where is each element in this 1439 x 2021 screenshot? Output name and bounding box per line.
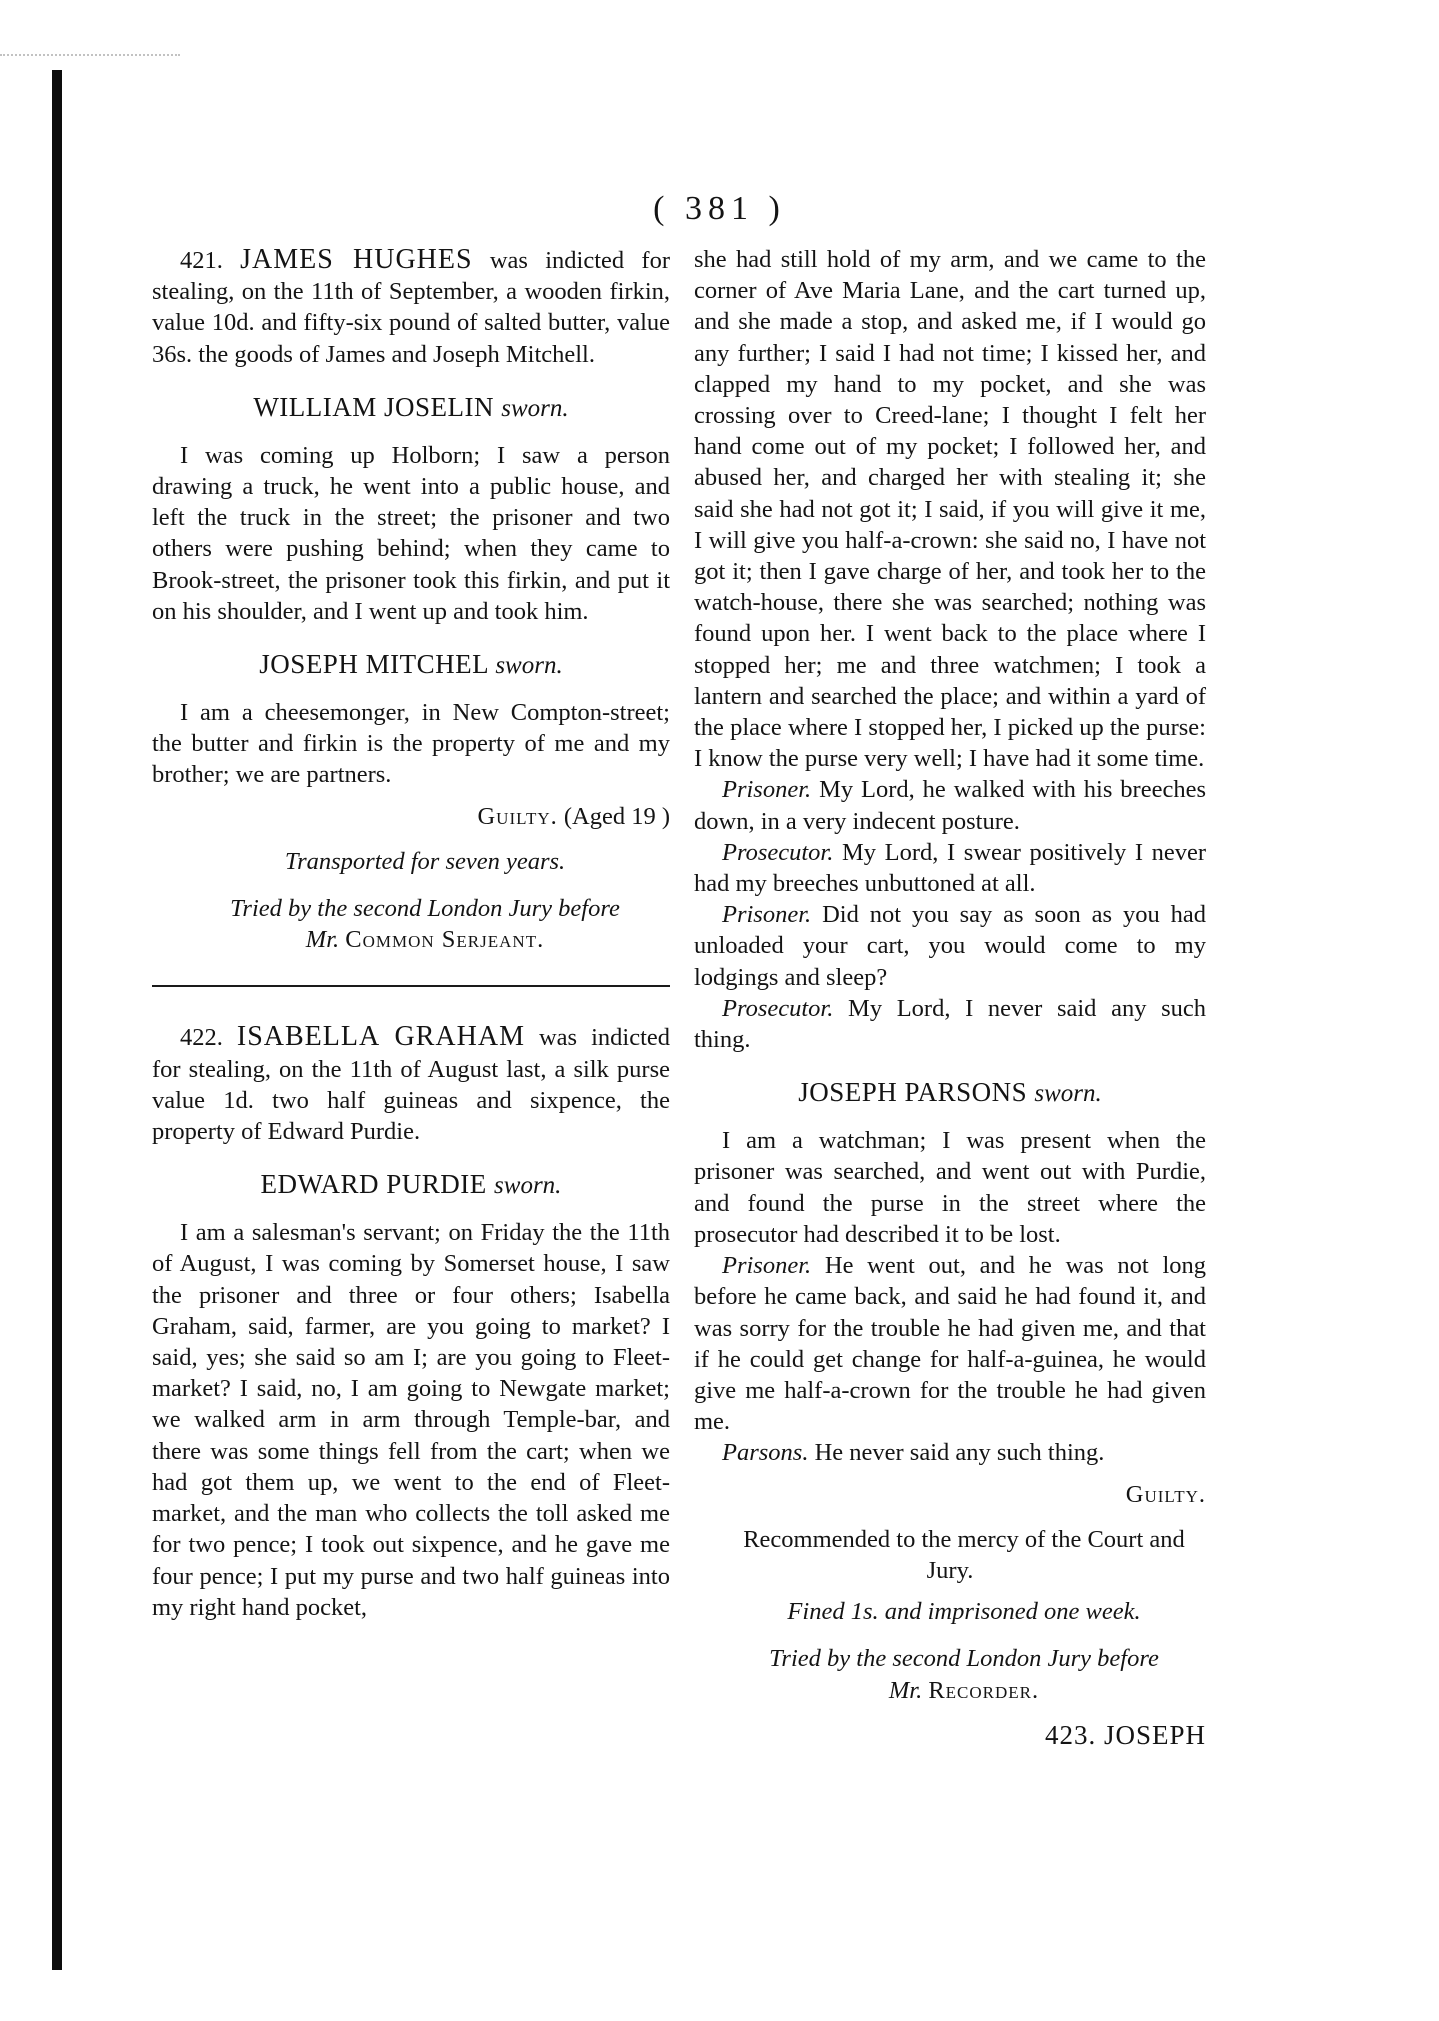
left-column bbox=[152, 244, 670, 1623]
witness-heading-purdie bbox=[152, 1165, 670, 1205]
case-421-defendant: JAMES HUGHES bbox=[240, 244, 473, 275]
page-number: ( 381 ) bbox=[653, 190, 786, 227]
witness-name: JOSEPH MITCHEL bbox=[259, 649, 489, 680]
right-column bbox=[694, 244, 1206, 1751]
witness-heading-joselin bbox=[152, 388, 670, 428]
sentence-422: Fined 1s. and imprisoned one week. bbox=[787, 1598, 1141, 1626]
exchange-line bbox=[694, 837, 1206, 899]
binding-shadow bbox=[52, 70, 62, 1970]
verdict-age: (Aged 19 ) bbox=[563, 802, 670, 830]
speaker-label: Prisoner. bbox=[722, 776, 812, 804]
case-divider bbox=[152, 985, 670, 987]
testimony-joselin: I was coming up Holborn; I saw a person drawing a truck, he went into a public house, and left the truck in the street; the prisoner and two others were pushing behind; when they came to Brook-street, the prisoner took this firkin, and put it on his shoulder, and I went up and took him. bbox=[152, 441, 670, 625]
exchange-text: My Lord, he walked with his breeches down, in a very indecent posture. bbox=[694, 776, 1206, 835]
case-422-defendant: ISABELLA GRAHAM bbox=[236, 1021, 525, 1053]
exchange-line bbox=[694, 774, 1206, 836]
testimony-purdie: I am a salesman's servant; on Friday the the 11th of August, I was coming by Somerset house, I saw the prisoner and three or four others; Isabella Graham, said, farmer, are you going to market? I said, yes; she said so am I; are you going to Fleet-market? I said, no, I am going to Newgate market; we walked arm in arm through Temple-bar, and there was some things fell from the cart; when we had got them up, we went to the end of Fleet-market, and the man who collects the toll asked me for two pence; I took out sixpence, and he gave me four pence; I put my purse and two half guineas into my right hand pocket, bbox=[152, 1219, 670, 1621]
sworn-label: sworn. bbox=[495, 652, 563, 680]
exchange-text: He went out, and he was not long before he came back, and said he had found it, and was sorry for the trouble he had given me, and that if he could get change for half-a-guinea, he would give me half-a-crown for the trouble he had given me. bbox=[694, 1252, 1206, 1436]
sentence-421: Transported for seven years. bbox=[284, 847, 566, 875]
witness-name: WILLIAM JOSELIN bbox=[253, 391, 495, 422]
verdict-word: Guilty. bbox=[1125, 1480, 1206, 1508]
tried-line-422: Tried by the second London Jury before bbox=[769, 1645, 1159, 1673]
testimony-parsons: I am a watchman; I was present when the prisoner was searched, and went out with Purdie, and found the purse in the street where the prosecutor had described it to be lost. bbox=[694, 1127, 1206, 1248]
exchange-line bbox=[694, 899, 1206, 993]
exchange-text: My Lord, I swear positively I never had my breeches unbuttoned at all. bbox=[694, 838, 1207, 898]
exchange-line bbox=[694, 1437, 1206, 1468]
judge-prefix: Mr. bbox=[888, 1676, 923, 1704]
case-421-paragraph bbox=[152, 244, 670, 370]
exchange-text: Did not you say as soon as you had unloaded your cart, you would come to my lodgings and sleep? bbox=[694, 901, 1206, 991]
verdict-422 bbox=[694, 1479, 1206, 1510]
speaker-label: Prosecutor. bbox=[722, 994, 834, 1022]
tried-line-421: Tried by the second London Jury before bbox=[230, 895, 620, 923]
speaker-label: Prisoner. bbox=[722, 1252, 812, 1280]
testimony-purdie-continued: she had still hold of my arm, and we came to the corner of Ave Maria Lane, and the cart turned up, and she made a stop, and asked me, if I would go any further; I said I had not time; I kissed her, and clapped my hand to my pocket, and she was crossing over to Creed-lane; I thought I felt her hand come out of my pocket; I followed her, and abused her, and charged her with stealing it; she said she had not got it; I said, if you will give it me, I will give you half-a-crown: she said no, I have not got it; then I gave charge of her, and took her to the watch-house, there she was searched; nothing was found upon her. I went back to the place where I stopped her; me and three watchmen; I took a lantern and searched the place; and within a yard of the place where I stopped her, I picked up the purse: I know the purse very well; I have had it some time. bbox=[694, 246, 1206, 773]
recommendation-422: Recommended to the mercy of the Court and Jury. bbox=[743, 1525, 1185, 1584]
sworn-label: sworn. bbox=[501, 394, 569, 422]
witness-name: JOSEPH PARSONS bbox=[798, 1077, 1028, 1108]
exchange-line bbox=[694, 993, 1206, 1055]
speaker-label: Prisoner. bbox=[722, 901, 812, 929]
tried-judge-422 bbox=[694, 1675, 1206, 1706]
judge-prefix: Mr. bbox=[305, 926, 340, 954]
case-421-text: was indicted for stealing, on the 11th of September, a wooden firkin, value 10d. and fifty-six pound of salted butter, value 36s. the goods of James and Joseph Mitchell. bbox=[152, 247, 670, 368]
witness-heading-mitchel bbox=[152, 645, 670, 685]
judge-name: Common Serjeant. bbox=[345, 926, 545, 954]
tried-judge-421 bbox=[152, 924, 670, 955]
case-421-number: 421. bbox=[180, 247, 223, 274]
exchange-text: He never said any such thing. bbox=[814, 1439, 1105, 1467]
case-422-paragraph bbox=[152, 1021, 670, 1147]
page-edge-specks bbox=[0, 54, 180, 70]
judge-name: Recorder. bbox=[928, 1676, 1040, 1704]
witness-name: EDWARD PURDIE bbox=[260, 1169, 487, 1200]
sworn-label: sworn. bbox=[1034, 1080, 1102, 1108]
speaker-label: Prosecutor. bbox=[722, 838, 834, 866]
verdict-word: Guilty. bbox=[477, 802, 558, 830]
sworn-label: sworn. bbox=[494, 1172, 562, 1200]
case-422-text: was indicted for stealing, on the 11th of August last, a silk purse value 1d. two half guineas and sixpence, the property of Edward Purdie. bbox=[152, 1024, 671, 1146]
exchange-line bbox=[694, 1250, 1206, 1437]
testimony-mitchel: I am a cheesemonger, in New Compton-street; the butter and firkin is the property of me and my brother; we are partners. bbox=[152, 699, 670, 789]
witness-heading-parsons bbox=[694, 1073, 1206, 1113]
speaker-label: Parsons. bbox=[722, 1439, 809, 1467]
case-422-number: 422. bbox=[180, 1024, 223, 1052]
verdict-421 bbox=[152, 801, 670, 832]
catchword: 423. JOSEPH bbox=[1044, 1719, 1206, 1750]
exchange-text: My Lord, I never said any such thing. bbox=[694, 994, 1206, 1054]
